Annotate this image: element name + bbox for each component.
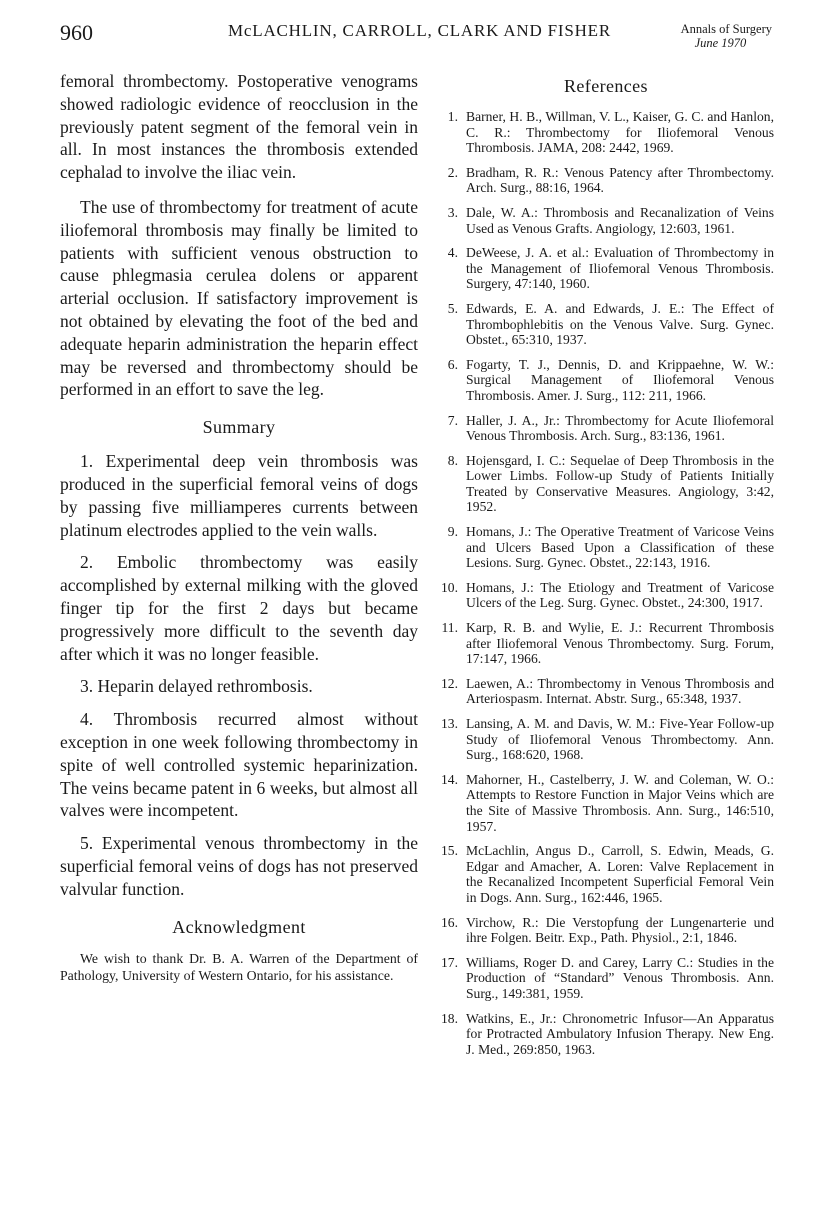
- reference-item: [438, 843, 774, 905]
- reference-item: [438, 165, 774, 196]
- reference-item: [438, 955, 774, 1002]
- reference-item: [438, 301, 774, 348]
- reference-text: Fogarty, T. J., Dennis, D. and Krippaehne, W. W.: Surgical Management of Iliofemoral Venous Thrombosis. Amer. J. Surg., 112: 211, 1966.: [466, 356, 774, 403]
- journal-issue: June 1970: [694, 36, 747, 50]
- reference-number: 10.: [441, 579, 458, 595]
- references-heading: References: [564, 76, 648, 96]
- reference-item: [438, 453, 774, 515]
- reference-number: 7.: [447, 412, 458, 428]
- body-paragraph: femoral thrombectomy. Postoperative venograms showed radiologic evidence of reocclusion in the previously patent segment of the femoral vein in all. In most instances the thrombosis extended cephalad to involve the iliac vein.: [60, 71, 418, 183]
- reference-text: Karp, R. B. and Wylie, E. J.: Recurrent Thrombosis after Iliofemoral Venous Thrombectomy. Surg. Forum, 17:147, 1966.: [466, 620, 774, 667]
- reference-number: 5.: [447, 300, 458, 316]
- reference-number: 13.: [441, 716, 458, 731]
- reference-number: 16.: [441, 914, 458, 930]
- reference-text: Hojensgard, I. C.: Sequelae of Deep Thrombosis in the Lower Limbs. Follow-up Study of Patients Initially Treated by Conservative Measures. Angiology, 3:42, 1952.: [466, 452, 774, 515]
- reference-number: 14.: [441, 771, 458, 787]
- reference-text: Lansing, A. M. and Davis, W. M.: Five-Year Follow-up Study of Iliofemoral Venous Thrombectomy. Ann. Surg., 168:620, 1968.: [466, 716, 774, 763]
- running-head: McLACHLIN, CARROLL, CLARK AND FISHER: [228, 21, 611, 40]
- page-header: [60, 16, 772, 64]
- reference-item: [438, 109, 774, 156]
- reference-number: 15.: [441, 843, 458, 859]
- reference-item: [438, 524, 774, 571]
- summary-item: 2. Embolic thrombectomy was easily accomplished by external milking with the gloved finger tip for the first 2 days but became progressively more difficult to the seventh day after which it was no longer feasible.: [60, 552, 418, 664]
- body-paragraph: The use of thrombectomy for treatment of acute iliofemoral thrombosis may finally be limited to patients with sufficient venous obstruction to cause phlegmasia cerulea dolens or apparent arterial occlusion. If satisfactory improvement is not obtained by elevating the foot of the bed and adequate heparin administration the heparin effect may be reversed and thrombectomy should be performed in an effort to save the leg.: [60, 196, 418, 400]
- reference-text: Laewen, A.: Thrombectomy in Venous Thrombosis and Arteriospasm. Internat. Abstr. Surg., 65:348, 1937.: [466, 675, 774, 707]
- reference-item: [438, 716, 774, 763]
- reference-text: Mahorner, H., Castelberry, J. W. and Coleman, W. O.: Attempts to Restore Function in Major Veins which are the Site of Massive Thrombosis. Ann. Surg., 146:510, 1957.: [466, 771, 774, 834]
- reference-item: [438, 357, 774, 404]
- reference-list: [438, 109, 774, 1057]
- reference-text: Homans, J.: The Operative Treatment of Varicose Veins and Ulcers Based Upon a Classification of these Lesions. Surg. Gynec. Obstet., 22:143, 1916.: [466, 524, 774, 571]
- reference-text: Watkins, E., Jr.: Chronometric Infusor—An Apparatus for Protracted Ambulatory Infusion Therapy. New Eng. J. Med., 269:850, 1963.: [466, 1010, 774, 1057]
- reference-text: Dale, W. A.: Thrombosis and Recanalization of Veins Used as Venous Grafts. Angiology, 12:603, 1961.: [466, 204, 774, 236]
- reference-item: [438, 676, 774, 707]
- reference-number: 4.: [447, 245, 458, 261]
- left-column: [60, 70, 418, 985]
- summary-item: 5. Experimental venous thrombectomy in the superficial femoral veins of dogs has not preserved valvular function.: [60, 833, 418, 899]
- reference-item: [438, 620, 774, 667]
- reference-number: 11.: [441, 620, 458, 636]
- reference-text: Bradham, R. R.: Venous Patency after Thrombectomy. Arch. Surg., 88:16, 1964.: [466, 164, 774, 196]
- reference-item: [438, 413, 774, 444]
- reference-number: 2.: [447, 164, 458, 180]
- reference-text: McLachlin, Angus D., Carroll, S. Edwin, Meads, G. Edgar and Amacher, A. Loren: Valve Replacement in the Recanalized Incompetent Superficial Femoral Vein in Dogs. Ann. Surg., 162:446, 1965.: [466, 843, 774, 905]
- reference-text: Homans, J.: The Etiology and Treatment of Varicose Ulcers of the Leg. Surg. Gynec. Obstet., 24:300, 1917.: [466, 579, 774, 611]
- reference-number: 3.: [447, 204, 458, 220]
- journal-info: [681, 22, 772, 50]
- reference-item: [438, 915, 774, 946]
- reference-item: [438, 205, 774, 236]
- reference-number: 8.: [447, 452, 458, 468]
- reference-text: DeWeese, J. A. et al.: Evaluation of Thrombectomy in the Management of Iliofemoral Venous Thrombosis. Surgery, 47:140, 1960.: [466, 245, 774, 292]
- reference-number: 18.: [441, 1010, 458, 1026]
- reference-text: Williams, Roger D. and Carey, Larry C.: Studies in the Production of “Standard” Venous Thrombosis. Ann. Surg., 149:381, 1959.: [466, 954, 774, 1001]
- summary-heading: Summary: [202, 417, 276, 438]
- reference-number: 12.: [441, 675, 458, 691]
- journal-name: Annals of Surgery: [680, 22, 772, 36]
- reference-text: Edwards, E. A. and Edwards, J. E.: The Effect of Thrombophlebitis on the Venous Valve. Surg. Gynec. Obstet., 65:310, 1937.: [466, 300, 774, 348]
- page-number: 960: [60, 20, 93, 45]
- reference-item: [438, 245, 774, 292]
- summary-item: 4. Thrombosis recurred almost without exception in one week following thrombectomy in spite of well controlled systemic heparinization. The veins became patent in 6 weeks, but almost all valves were incompetent.: [60, 709, 418, 821]
- references-column: [438, 70, 774, 1066]
- reference-text: Virchow, R.: Die Verstopfung der Lungenarterie und ihre Folgen. Beitr. Exp., Path. Physiol., 2:1, 1846.: [466, 914, 774, 946]
- summary-item: 1. Experimental deep vein thrombosis was produced in the superficial femoral veins of dogs by passing five milliamperes currents between platinum electrodes applied to the vein walls.: [60, 451, 418, 540]
- reference-item: [438, 1011, 774, 1058]
- reference-text: Haller, J. A., Jr.: Thrombectomy for Acute Iliofemoral Venous Thrombosis. Arch. Surg., 83:136, 1961.: [466, 412, 774, 444]
- summary-item: 3. Heparin delayed rethrombosis.: [80, 676, 313, 697]
- reference-item: [438, 772, 774, 834]
- reference-item: [438, 580, 774, 611]
- reference-number: 6.: [447, 356, 458, 372]
- reference-number: 9.: [447, 524, 458, 540]
- acknowledgment-text: We wish to thank Dr. B. A. Warren of the Department of Pathology, University of Western Ontario, for his assistance.: [60, 950, 418, 983]
- reference-number: 17.: [441, 954, 458, 970]
- acknowledgment-heading: Acknowledgment: [172, 916, 306, 937]
- reference-number: 1.: [447, 109, 458, 124]
- reference-text: Barner, H. B., Willman, V. L., Kaiser, G. C. and Hanlon, C. R.: Thrombectomy for Iliofemoral Venous Thrombosis. JAMA, 208: 2442, 1969.: [466, 109, 774, 156]
